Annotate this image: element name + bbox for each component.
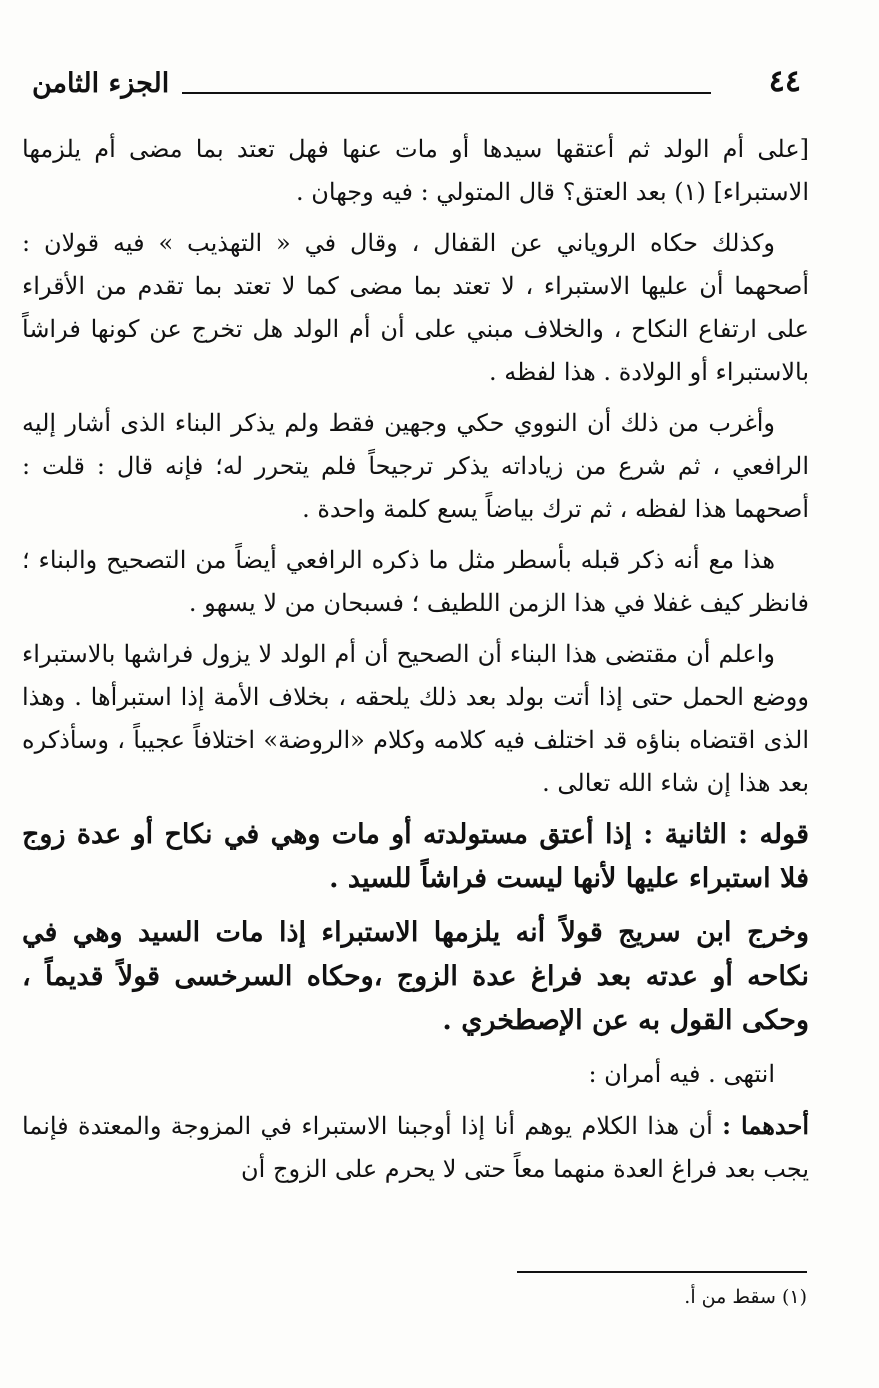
closing-line: انتهى . فيه أمران :	[588, 1060, 775, 1088]
paragraph-1: [على أم الولد ثم أعتقها سيدها أو مات عنها فهل تعتد بما مضى أم يلزمها الاستبراء] (١) بعد العتق؟ قال المتولي : فيه وجهان .	[22, 135, 809, 206]
paragraph-3: وأغرب من ذلك أن النووي حكي وجهين فقط ولم يذكر البناء الذى أشار إليه الرافعي ، ثم شرع من زياداته يذكر ترجيحاً فلم يتحرر له؛ فإنه قال : قلت : أصحهما هذا لفظه ، ثم ترك بياضاً يسع كلمة واحدة .	[22, 409, 809, 523]
first-matter-text: أن هذا الكلام يوهم أنا إذا أوجبنا الاستبراء في المزوجة والمعتدة فإنما يجب بعد فراغ العدة منهما معاً حتى لا يحرم على الزوج أن	[22, 1112, 809, 1183]
footnote: (١) سقط من أ.	[684, 1286, 807, 1308]
main-text	[22, 128, 809, 1199]
paragraph-first-matter	[22, 1104, 809, 1191]
paragraph-5: واعلم أن مقتضى هذا البناء أن الصحيح أن أم الولد لا يزول فراشها بالاستبراء ووضع الحمل حتى إذا أتت بولد بعد ذلك يلحقه ، بخلاف الأمة إذا استبرأها . وهذا الذى اقتضاه بناؤه قد اختلف فيه كلامه وكلام «الروضة» اختلافاً عجيباً ، وسأذكره بعد هذا إن شاء الله تعالى .	[22, 640, 809, 797]
footnote-rule	[517, 1271, 807, 1273]
paragraph-4: هذا مع أنه ذكر قبله بأسطر مثل ما ذكره الرافعي أيضاً من التصحيح والبناء ؛ فانظر كيف غفلا في هذا الزمن اللطيف ؛ فسبحان من لا يسهو .	[22, 546, 809, 617]
running-title: الجزء الثامن	[32, 68, 170, 99]
page-number: ٤٤	[768, 64, 801, 99]
first-matter-lead: أحدهما :	[722, 1111, 809, 1140]
header-rule	[182, 92, 711, 94]
paragraph-2: وكذلك حكاه الروياني عن القفال ، وقال في « التهذيب » فيه قولان : أصحهما أن عليها الاستبراء ، لا تعتد بما مضى كما لا تعتد بما تقدم من الأقراء على ارتفاع النكاح ، والخلاف مبني على أن أم الولد هل تخرج عن كونها فراشاً بالاستبراء أو الولادة . هذا لفظه .	[22, 229, 809, 386]
quoted-statement-2: وخرج ابن سريج قولاً أنه يلزمها الاستبراء إذا مات السيد وهي في نكاحه أو عدته بعد فراغ عدة الزوج ،وحكاه السرخسى قولاً قديماً ، وحكى القول به عن الإصطخري .	[22, 917, 809, 1036]
page-header	[22, 64, 801, 110]
quoted-statement-1: قوله : الثانية : إذا أعتق مستولدته أو مات وهي في نكاح أو عدة زوج فلا استبراء عليها لأنها ليست فراشاً للسيد .	[22, 819, 809, 894]
